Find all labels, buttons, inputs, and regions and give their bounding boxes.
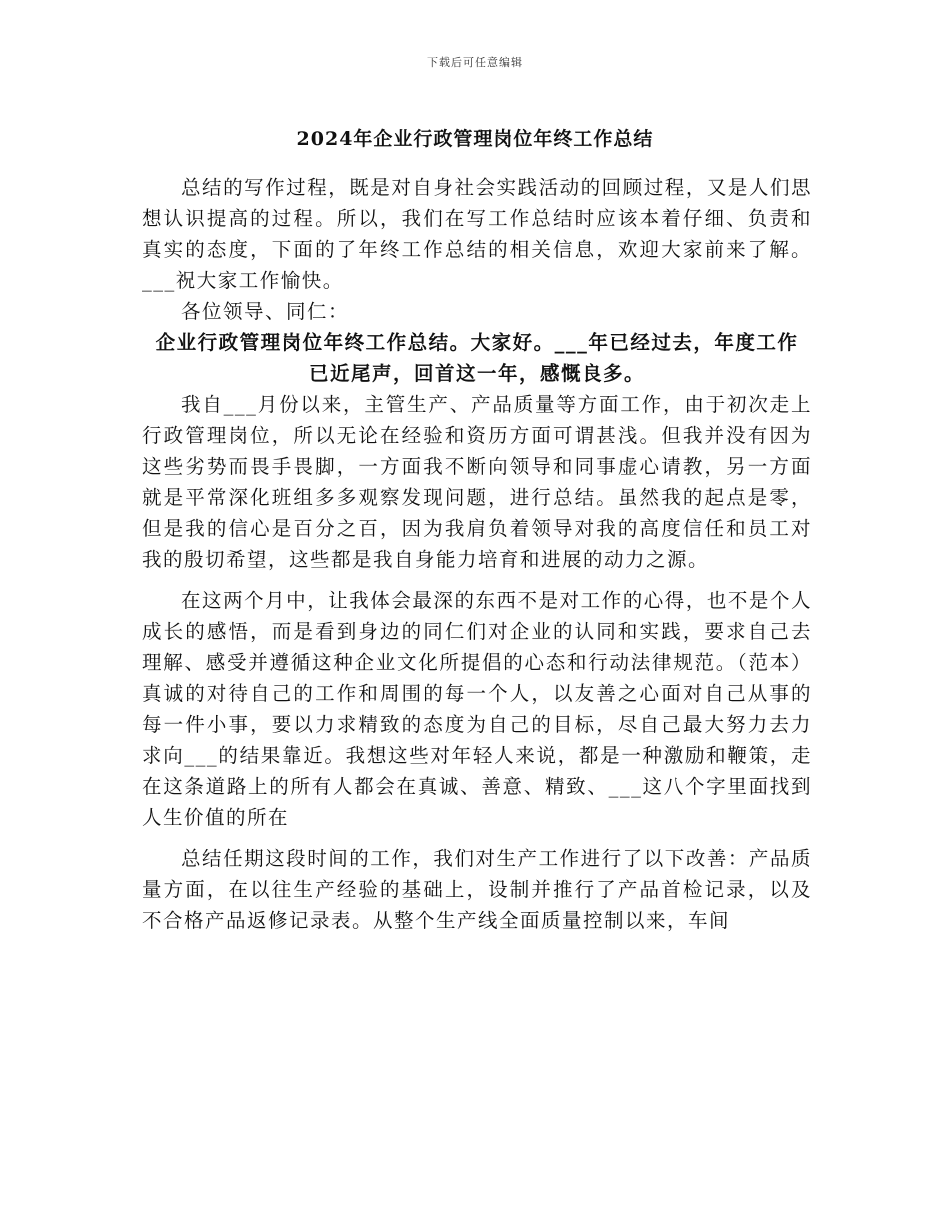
body-paragraph: 我自___月份以来，主管生产、产品质量等方面工作，由于初次走上行政管理岗位，所以无论在经验和资历方面可谓甚浅。但我并没有因为这些劣势而畏手畏脚，一方面我不断向领导和同事虚心请教，另一方面就是平常深化班组多多观察发现问题，进行总结。虽然我的起点是零，但是我的信心是百分之百，因为我肩负着领导对我的高度信任和员工对我的殷切希望，这些都是我自身能力培育和进展的动力之源。 — [142, 393, 812, 571]
document-body — [142, 172, 812, 936]
body-paragraph: 在这两个月中，让我体会最深的东西不是对工作的心得，也不是个人成长的感悟，而是看到身边的同仁们对企业的认同和实践，要求自己去理解、感受并遵循这种企业文化所提倡的心态和行动法律规范。（范本）真诚的对待自己的工作和周围的每一个人，以友善之心面对自己从事的每一件小事，要以力求精致的态度为自己的目标，尽自己最大努力去力求向___的结果靠近。我想这些对年轻人来说，都是一种激励和鞭策，走在这条道路上的所有人都会在真诚、善意、精致、___这八个字里面找到人生价值的所在 — [142, 589, 812, 829]
page-title: 2024年企业行政管理岗位年终工作总结 — [296, 128, 654, 150]
download-note: 下载后可任意编辑 — [427, 56, 523, 69]
salutation: 各位领导、同仁： — [181, 300, 350, 323]
bold-summary-heading: 企业行政管理岗位年终工作总结。大家好。___年已经过去，年度工作已近尾声，回首这一年，感慨良多。 — [155, 331, 799, 385]
body-paragraph: 总结任期这段时间的工作，我们对生产工作进行了以下改善：产品质量方面，在以往生产经验的基础上，设制并推行了产品首检记录，以及不合格产品返修记录表。从整个生产线全面质量控制以来，车间 — [142, 847, 812, 932]
intro-paragraph: 总结的写作过程，既是对自身社会实践活动的回顾过程，又是人们思想认识提高的过程。所以，我们在写工作总结时应该本着仔细、负责和真实的态度，下面的了年终工作总结的相关信息，欢迎大家前来了解。___祝大家工作愉快。 — [142, 176, 812, 292]
